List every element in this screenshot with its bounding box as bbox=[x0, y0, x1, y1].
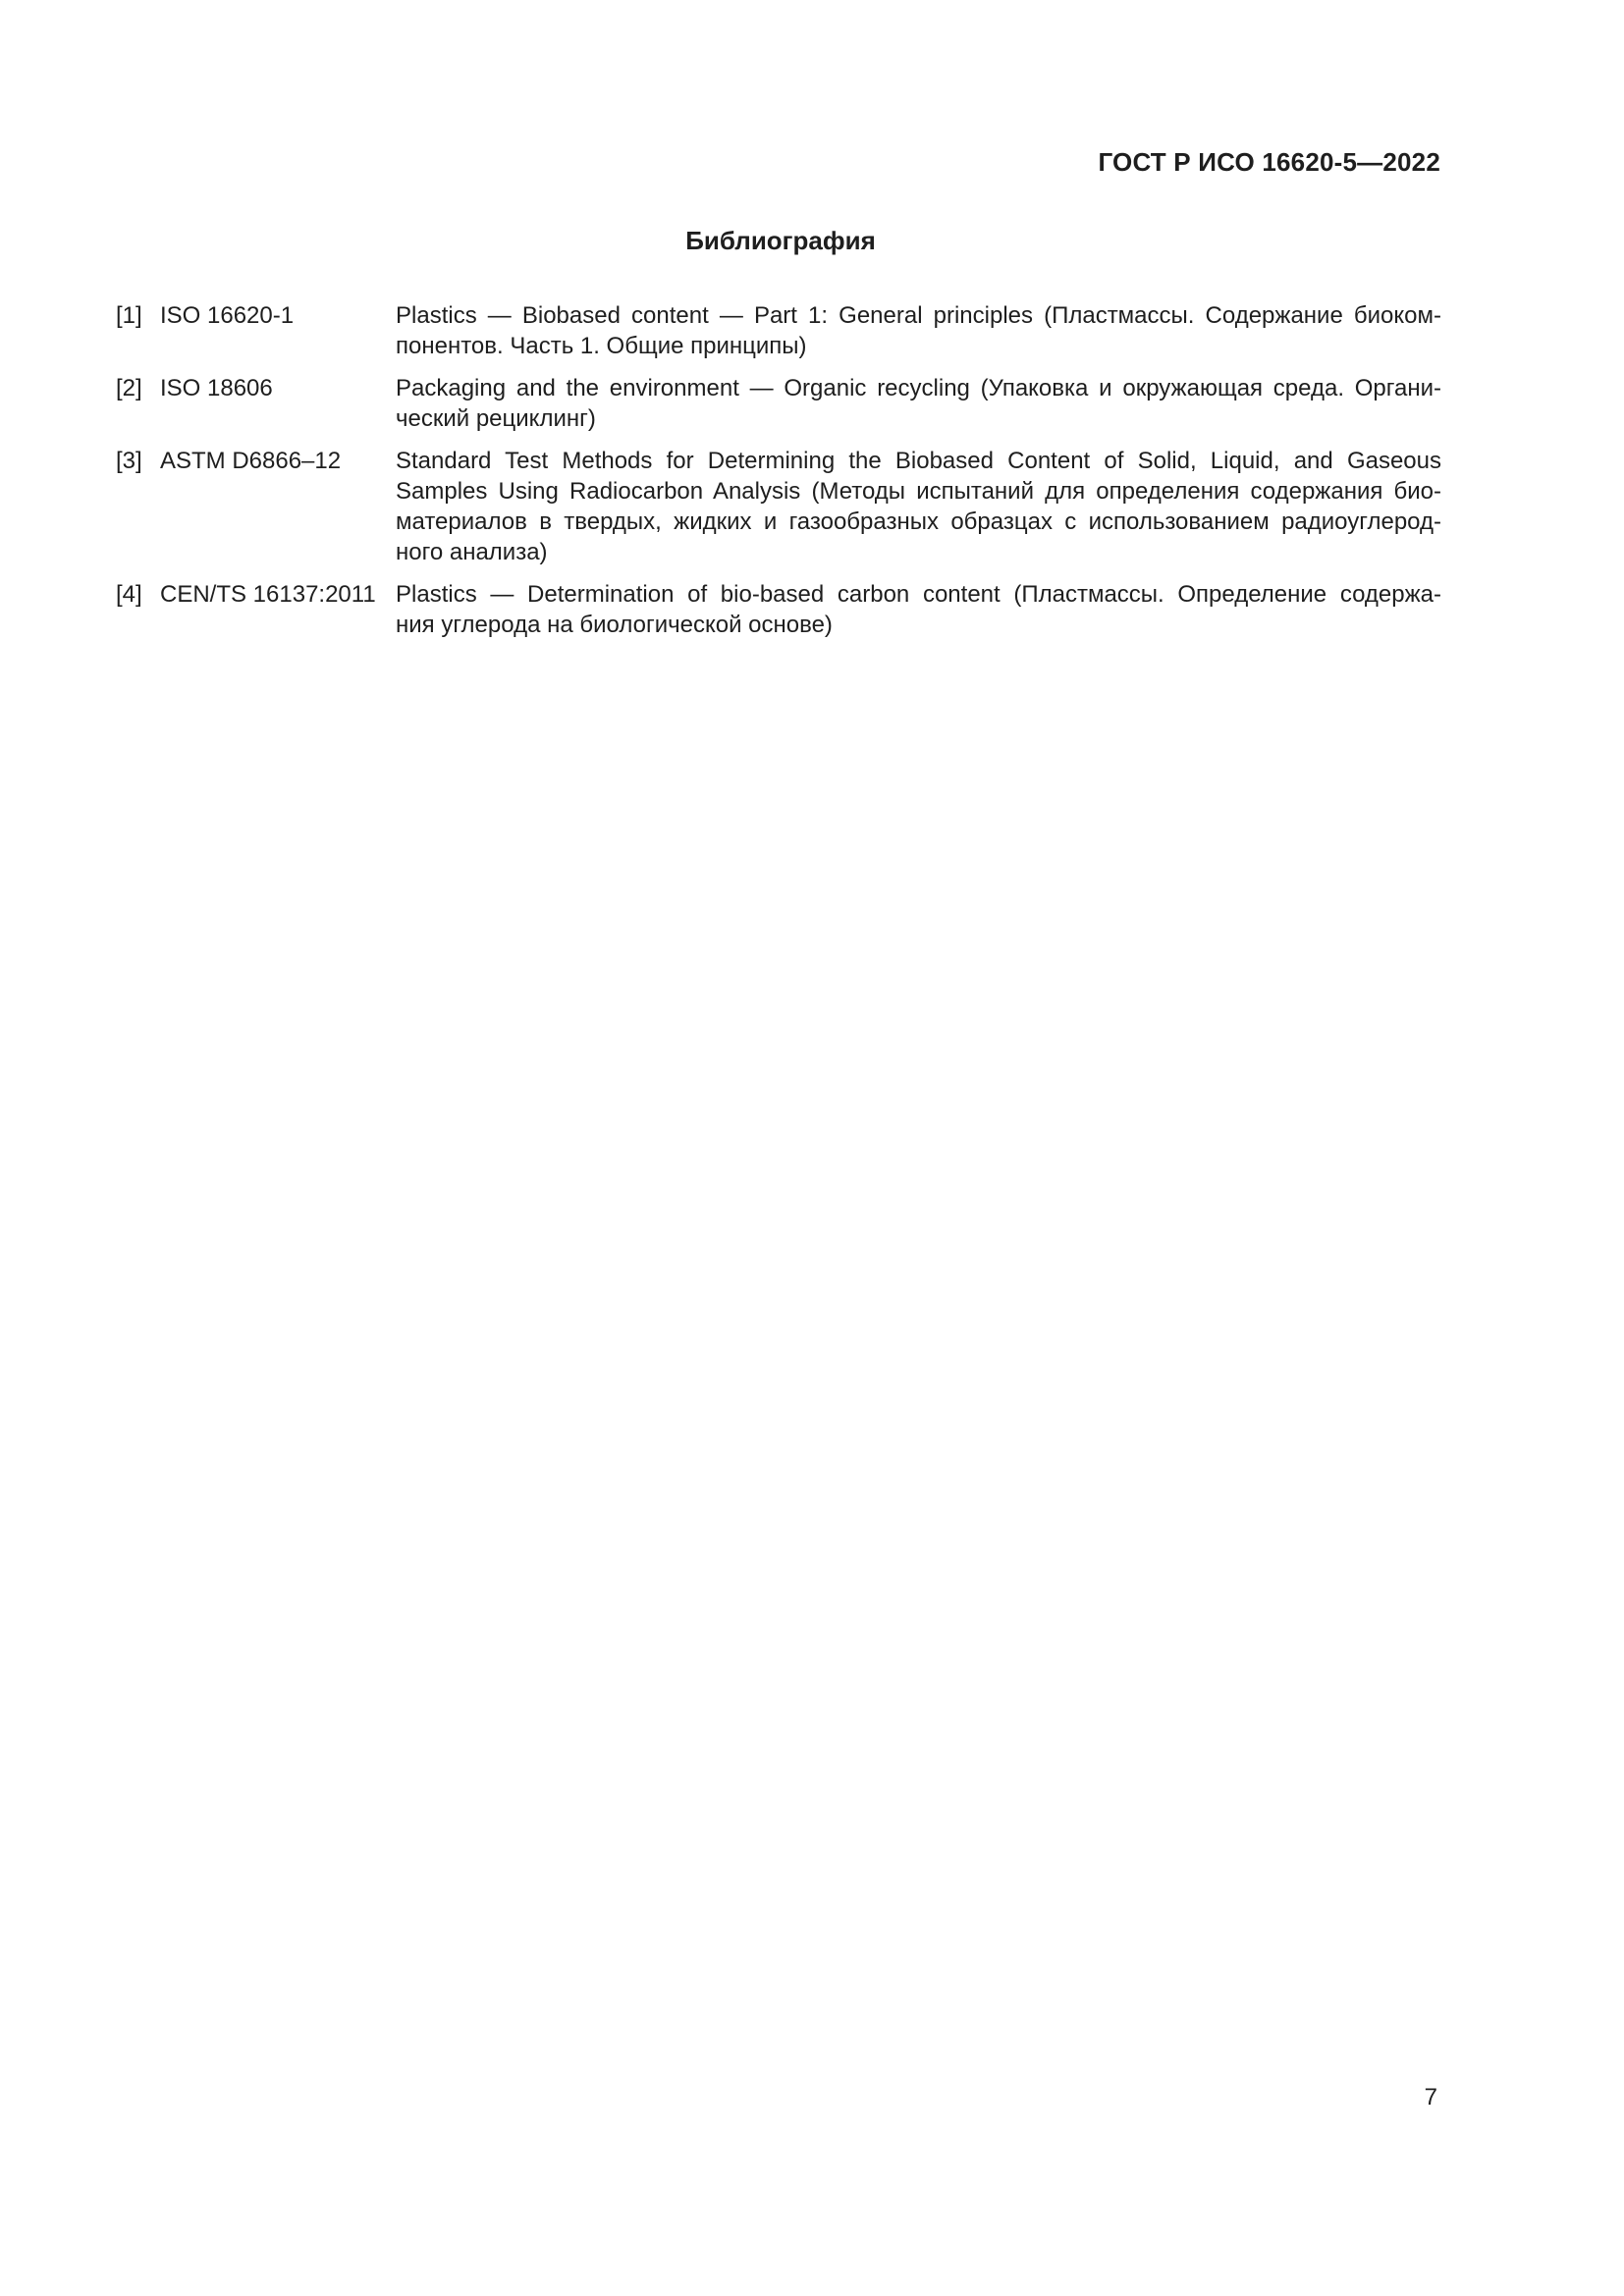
entry-text bbox=[396, 300, 1441, 361]
entry-text-line: Packaging and the environment — Organic recycling (Упаковка и окружающая среда. Органи- bbox=[396, 375, 1441, 401]
entry-code: ISO 16620-1 bbox=[160, 302, 295, 329]
entry-text-line: ния углерода на биологической основе) bbox=[396, 612, 833, 638]
bibliography-entry bbox=[116, 373, 1441, 434]
page-number: 7 bbox=[1424, 2084, 1437, 2110]
entry-code: CEN/TS 16137:2011 bbox=[160, 581, 376, 608]
entry-text-line: ческий рециклинг) bbox=[396, 405, 596, 432]
entry-text-line: ного анализа) bbox=[396, 539, 548, 565]
entry-text-line: материалов в твердых, жидких и газообразных образцах с использованием радиоуглерод- bbox=[396, 508, 1441, 535]
bibliography-entry bbox=[116, 446, 1441, 567]
entry-text bbox=[396, 579, 1441, 640]
entry-text bbox=[396, 446, 1441, 567]
entry-code: ISO 18606 bbox=[160, 375, 273, 401]
entry-text bbox=[396, 373, 1441, 434]
entry-text-line: Standard Test Methods for Determining the Biobased Content of Solid, Liquid, and Gaseous bbox=[396, 448, 1441, 474]
entry-text-line: Plastics — Biobased content — Part 1: General principles (Пластмассы. Содержание биоком- bbox=[396, 302, 1441, 329]
entry-number: [2] bbox=[116, 375, 142, 401]
entry-code: ASTM D6866–12 bbox=[160, 448, 342, 474]
bibliography-entry bbox=[116, 300, 1441, 361]
entry-number: [1] bbox=[116, 302, 142, 329]
bibliography-entry bbox=[116, 579, 1441, 640]
entry-number: [4] bbox=[116, 581, 142, 608]
entry-text-line: Samples Using Radiocarbon Analysis (Методы испытаний для определения содержания био- bbox=[396, 478, 1441, 505]
entry-text-line: Plastics — Determination of bio-based carbon content (Пластмассы. Определение содержа- bbox=[396, 581, 1441, 608]
document-code: ГОСТ Р ИСО 16620-5—2022 bbox=[1098, 147, 1440, 177]
entry-number: [3] bbox=[116, 448, 142, 474]
section-title: Библиография bbox=[685, 226, 876, 255]
bibliography-list bbox=[116, 300, 1441, 652]
entry-text-line: понентов. Часть 1. Общие принципы) bbox=[396, 333, 807, 359]
